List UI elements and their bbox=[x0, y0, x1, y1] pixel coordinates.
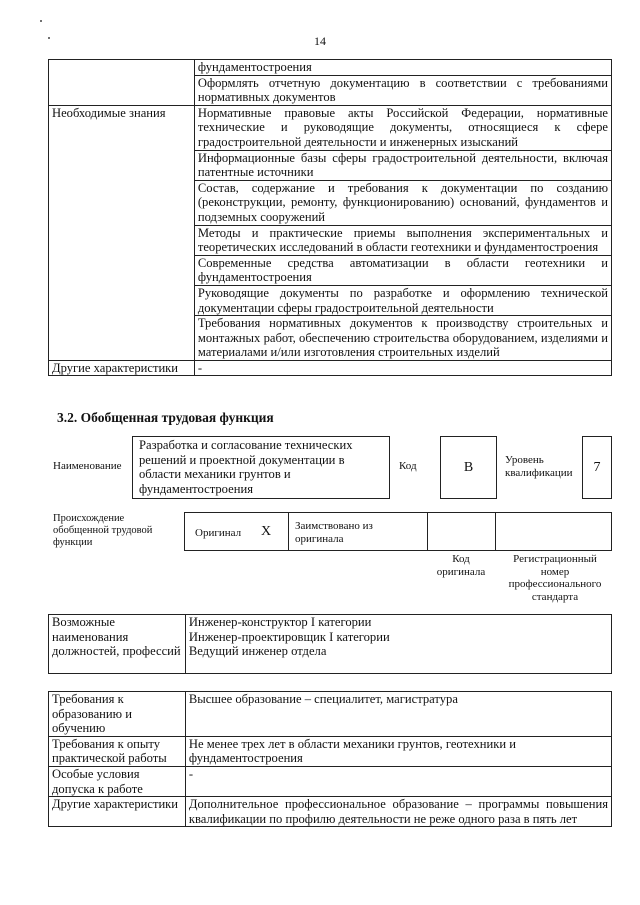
table-text-cell: Руководящие документы по разработке и оформлению технической документации сферы градостроительной деятельности bbox=[194, 285, 611, 315]
code-label: Код bbox=[399, 460, 417, 472]
name-value: Разработка и согласование технических решений и проектной документации в области механики грунтов и фундаментостроения bbox=[139, 438, 353, 496]
requirement-label: Требования к опыту практической работы bbox=[49, 736, 186, 766]
requirement-text: Не менее трех лет в области механики грунтов, геотехники и фундаментостроения bbox=[185, 736, 611, 766]
table-row bbox=[49, 692, 612, 737]
table-text-cell: Методы и практические приемы выполнения экспериментальных и теоретических исследований в области геотехники и фундаментостроения bbox=[194, 225, 611, 255]
requirement-label: Особые условия допуска к работе bbox=[49, 766, 186, 796]
code-original-caption: Код оригинала bbox=[436, 553, 486, 578]
table-row bbox=[49, 60, 612, 76]
level-label: Уровень квалификации bbox=[505, 454, 573, 479]
positions-table bbox=[48, 614, 612, 674]
scan-speck bbox=[40, 20, 42, 22]
borrowed-label: Заимствовано из оригинала bbox=[295, 520, 373, 545]
positions-label: Возможные наименования должностей, профессий bbox=[49, 615, 186, 674]
requirement-text: - bbox=[185, 766, 611, 796]
table-text-cell: Требования нормативных документов к производству строительных и монтажных работ, обеспечению строительства оборудованием, изделиями и материалами и/или изготовления строительных изделий bbox=[194, 316, 611, 361]
table-label-cell: Необходимые знания bbox=[49, 105, 195, 360]
origin-divider bbox=[427, 513, 428, 550]
table-text-cell: - bbox=[194, 360, 611, 376]
table-text-cell: Состав, содержание и требования к документации по созданию (реконструкции, ремонту, функционированию) оснований, фундаментов и подземных сооружений bbox=[194, 180, 611, 225]
table-label-cell bbox=[49, 60, 195, 106]
name-label: Наименование bbox=[53, 460, 122, 472]
table-row bbox=[49, 105, 612, 150]
table-row bbox=[49, 736, 612, 766]
level-value-box bbox=[582, 436, 612, 499]
table-row bbox=[49, 797, 612, 827]
position-item: Инженер-проектировщик I категории bbox=[188, 629, 390, 644]
requirement-text: Высшее образование – специалитет, магистратура bbox=[185, 692, 611, 737]
page-number: 14 bbox=[314, 34, 326, 48]
table-row bbox=[49, 360, 612, 376]
table-text-cell: Оформлять отчетную документацию в соответствии с требованиями нормативных документов bbox=[194, 75, 611, 105]
code-value: B bbox=[463, 460, 474, 475]
original-label: Оригинал bbox=[195, 527, 242, 539]
requirements-table bbox=[48, 691, 612, 827]
origin-divider bbox=[288, 513, 289, 550]
name-value-box bbox=[132, 436, 390, 499]
table-text-cell: Современные средства автоматизации в области геотехники и фундаментостроения bbox=[194, 255, 611, 285]
positions-values bbox=[185, 615, 611, 674]
table-text-cell: фундаментостроения bbox=[194, 60, 611, 76]
origin-table bbox=[184, 512, 612, 551]
table-text-cell: Нормативные правовые акты Российской Федерации, нормативные технические и руководящие документы, относящиеся к сфере градостроительной деятельности и инженерных изысканий bbox=[194, 105, 611, 150]
position-item: Ведущий инженер отдела bbox=[188, 644, 327, 659]
origin-divider bbox=[495, 513, 496, 550]
requirement-label: Другие характеристики bbox=[49, 797, 186, 827]
table-text-cell: Информационные базы сферы градостроительной деятельности, включая патентные источники bbox=[194, 150, 611, 180]
knowledge-table bbox=[48, 59, 612, 376]
position-item: Инженер-конструктор I категории bbox=[188, 615, 372, 629]
section-title: 3.2. Обобщенная трудовая функция bbox=[57, 410, 274, 425]
level-value: 7 bbox=[593, 460, 601, 475]
original-mark: X bbox=[261, 524, 272, 539]
code-value-box bbox=[440, 436, 497, 499]
table-row bbox=[49, 615, 612, 674]
table-row bbox=[49, 766, 612, 796]
requirement-text: Дополнительное профессиональное образование – программы повышения квалификации по профилю деятельности не реже одного раза в пять лет bbox=[185, 797, 611, 827]
requirement-label: Требования к образованию и обучению bbox=[49, 692, 186, 737]
reg-number-caption: Регистрационный номер профессионального стандарта bbox=[508, 553, 602, 603]
table-label-cell: Другие характеристики bbox=[49, 360, 195, 376]
origin-label: Происхождение обобщенной трудовой функции bbox=[53, 513, 153, 548]
